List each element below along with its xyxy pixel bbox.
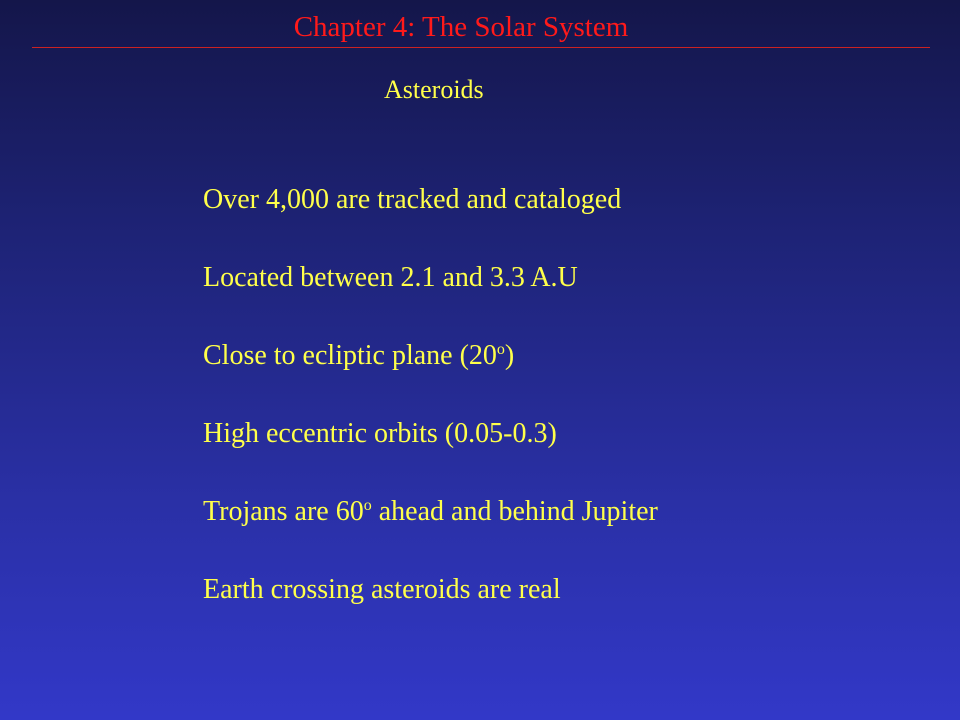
degree-superscript: o xyxy=(363,497,372,514)
section-title: Asteroids xyxy=(384,75,484,104)
bullet-trojans: Trojans are 60$^o$ ahead and behind Jupiter xyxy=(203,496,658,527)
bullet-earth-crossing: Earth crossing asteroids are real xyxy=(203,574,561,605)
header-divider xyxy=(32,47,930,48)
bullet-eccentricity: High eccentric orbits (0.05-0.3) xyxy=(203,418,557,449)
bullet-ecliptic: Close to ecliptic plane (20$^o$) xyxy=(203,340,515,371)
bullet-location: Located between 2.1 and 3.3 A.U xyxy=(203,262,578,293)
chapter-title: Chapter 4: The Solar System xyxy=(293,11,629,43)
bullet-tracked-count: Over 4,000 are tracked and cataloged xyxy=(203,184,622,215)
degree-superscript: o xyxy=(496,341,505,358)
bullet-list xyxy=(203,184,658,652)
